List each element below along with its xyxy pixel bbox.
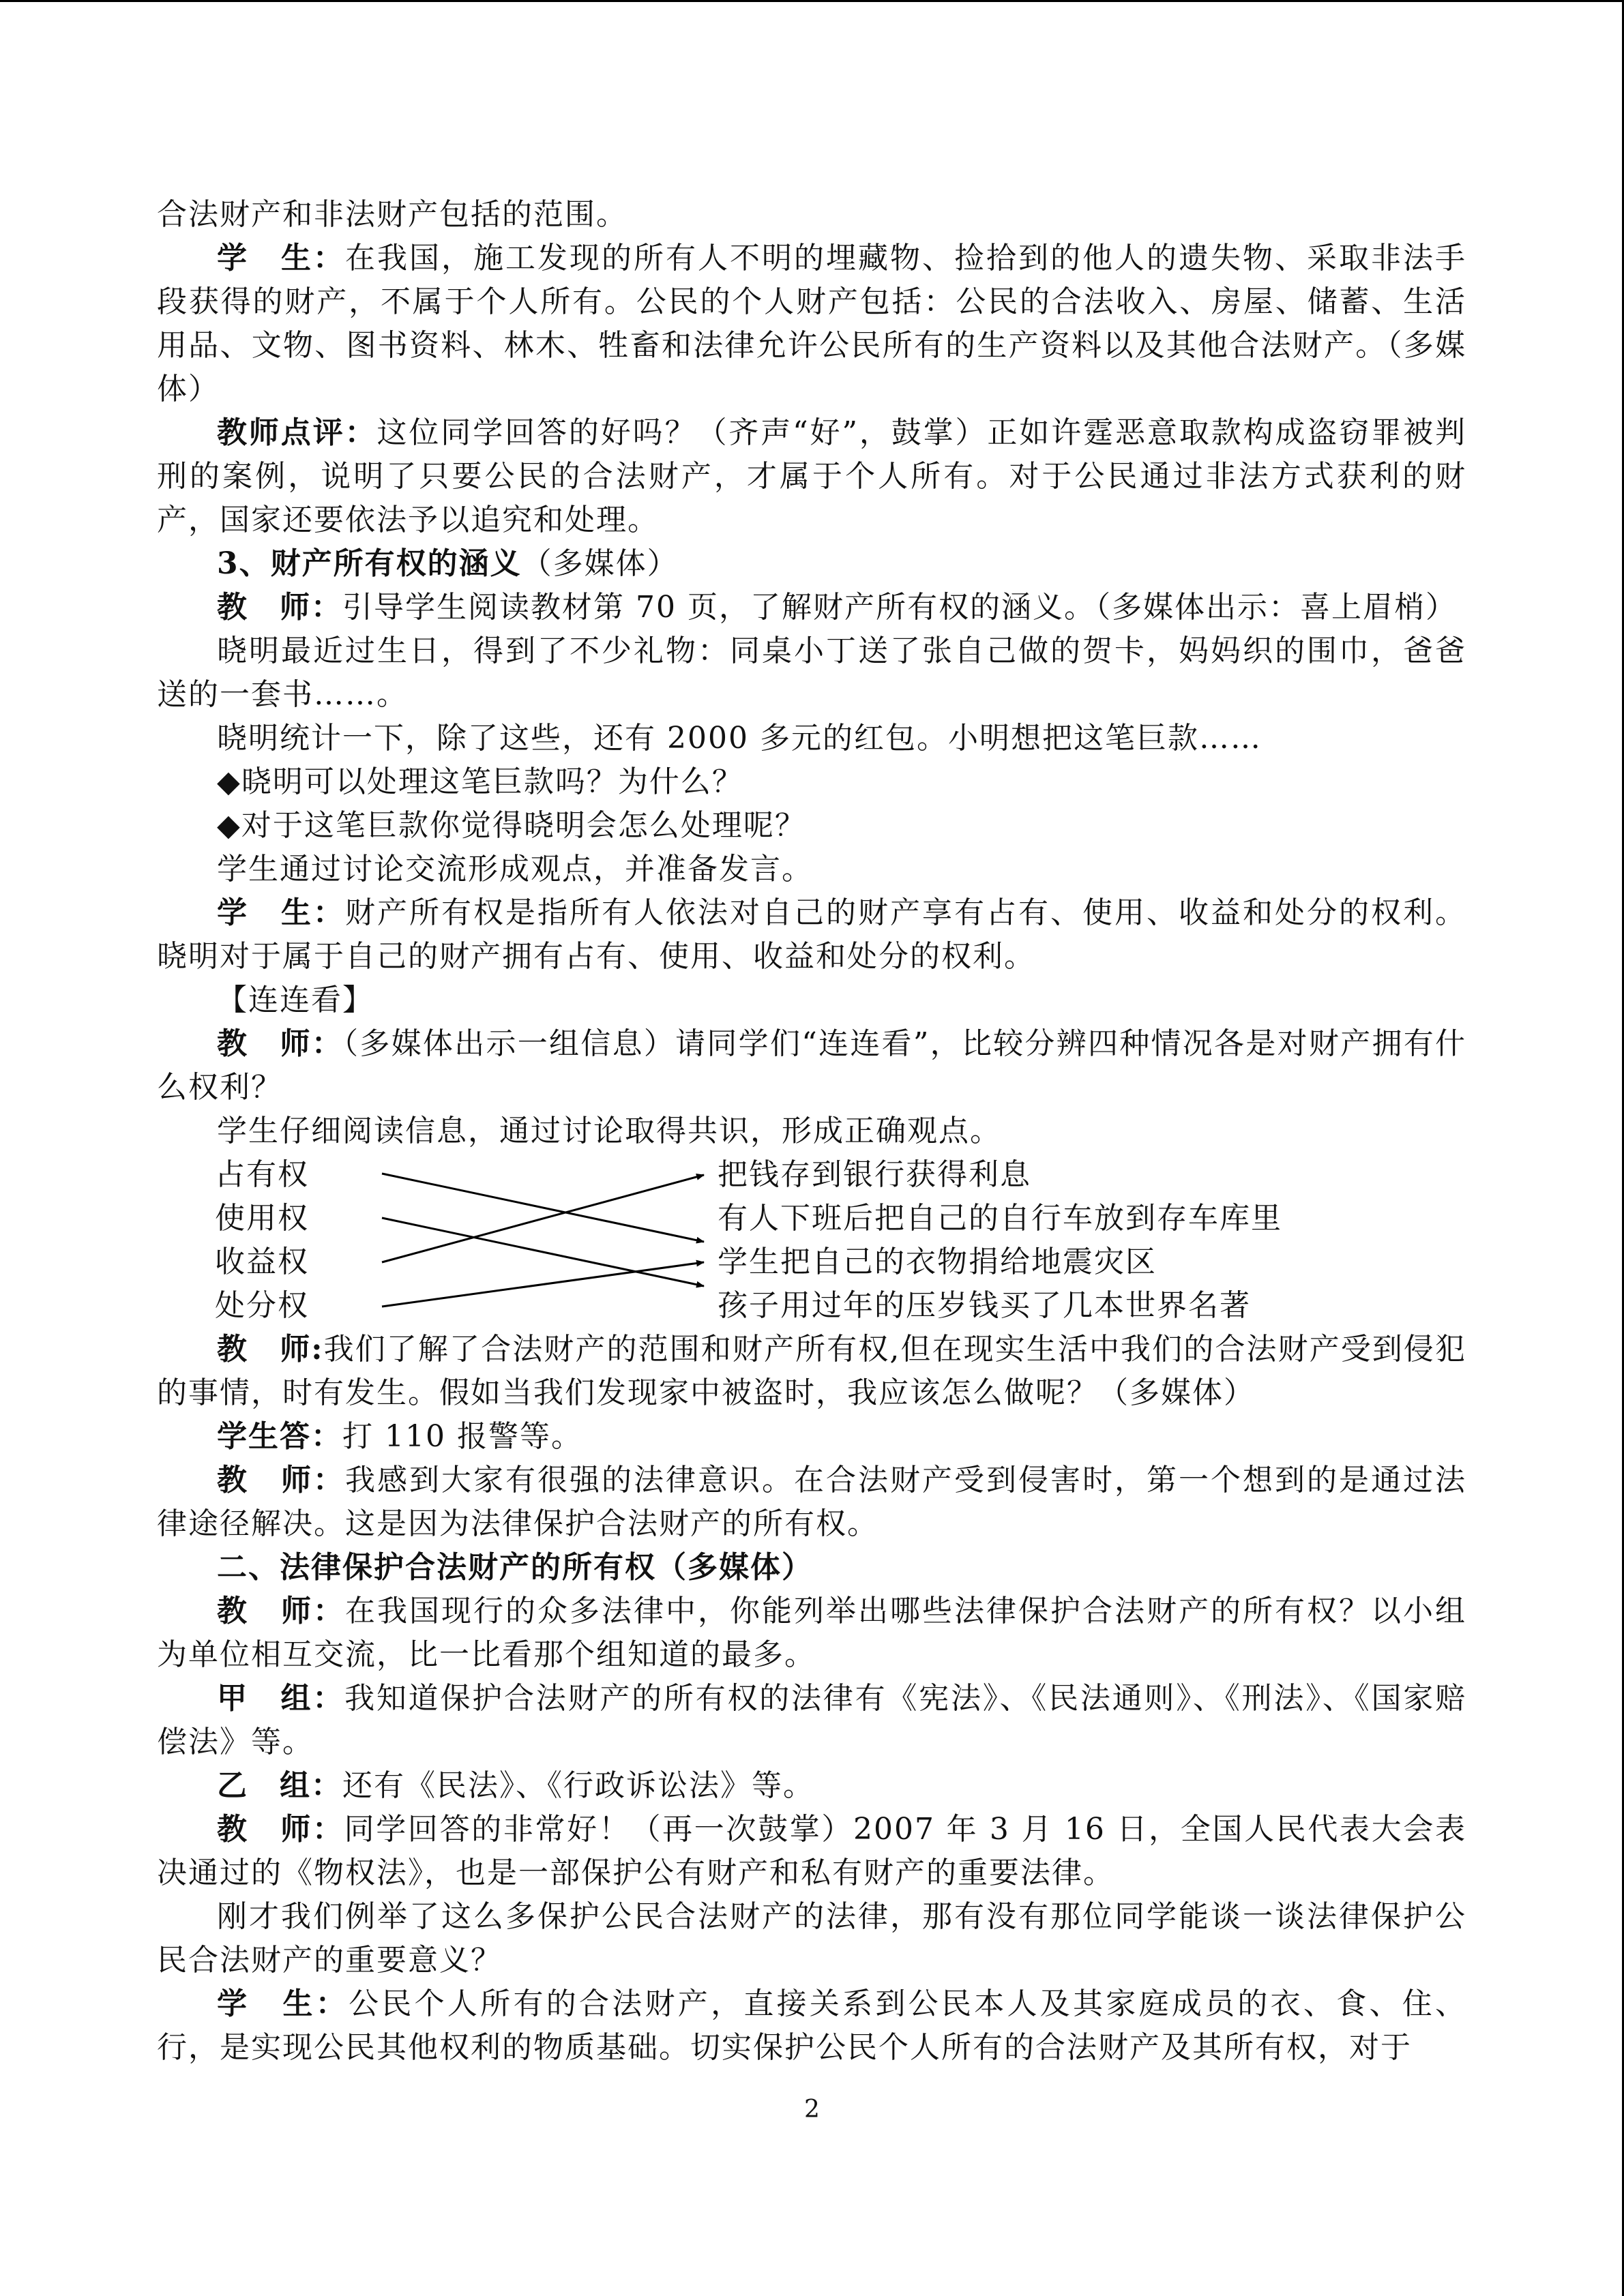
paragraph [157,1590,1466,1677]
speaker-label: 教 师： [217,1594,345,1628]
paragraph-text: 我知道保护合法财产的所有权的法律有《宪法》、《民法通则》、《刑法》、《国家赔偿法》等。 [157,1681,1466,1759]
paragraph [157,411,1466,542]
paragraph-text: 公民个人所有的合法财产，直接关系到公民本人及其家庭成员的衣、食、住、行，是实现公民其他权利的物质基础。切实保护公民个人所有的合法财产及其所有权，对于 [157,1986,1467,2065]
speaker-label: 乙 组： [217,1768,342,1803]
speaker-label: 甲 组： [217,1681,345,1716]
speaker-label: 学 生： [217,895,345,930]
speaker-label: 教 师： [217,1463,345,1497]
paragraph [157,1895,1466,1982]
paragraph [157,629,1466,717]
paragraph [157,760,1466,804]
paragraph-text: （多媒体出示一组信息）请同学们“连连看”，比较分辨四种情况各是对财产拥有什么权利？ [157,1026,1466,1105]
speaker-label: 教师点评： [217,415,377,450]
paragraph-text: （多媒体） [521,546,679,581]
paragraph [157,586,1466,629]
speaker-label: 教 师： [217,590,342,625]
paragraph [157,717,1466,760]
paragraph [157,1764,1466,1808]
paragraph-text: 学生仔细阅读信息，通过讨论取得共识，形成正确观点。 [217,1114,1001,1148]
paragraph-text: 我感到大家有很强的法律意识。在合法财产受到侵害时，第一个想到的是通过法律途径解决。这是因为法律保护合法财产的所有权。 [157,1463,1466,1541]
paragraph-text: 财产所有权是指所有人依法对自己的财产享有占有、使用、收益和处分的权利。晓明对于属于自己的财产拥有占有、使用、收益和处分的权利。 [157,895,1466,974]
paragraph [157,193,1466,237]
paragraph [157,1415,1466,1459]
paragraph-text: 我们了解了合法财产的范围和财产所有权,但在现实生活中我们的合法财产受到侵犯的事情，时有发生。假如当我们发现家中被盗时，我应该怎么做呢？（多媒体） [157,1332,1466,1410]
paragraph [157,1982,1466,2070]
matching-exercise [157,1153,1466,1328]
situations-column [718,1153,1282,1328]
line-occupy-to-donate [382,1174,704,1242]
paragraph [157,804,1466,848]
paragraph-text: 打 110 报警等。 [342,1419,582,1454]
paragraph-text: 【连连看】 [217,983,374,1017]
line-use-to-books [382,1218,704,1286]
speaker-label: 3、财产所有权的涵义 [217,546,522,581]
paragraph-text: 学生通过讨论交流形成观点，并准备发言。 [217,852,813,886]
right-income: 收益权 [215,1244,309,1279]
page-number: 2 [804,2096,820,2123]
page-content [157,193,1466,2070]
paragraph-text: 在我国现行的众多法律中，你能列举出哪些法律保护合法财产的所有权？以小组为单位相互交流，比一比看那个组知道的最多。 [157,1594,1466,1672]
speaker-label: 学生答： [217,1419,342,1454]
paragraph-text: 合法财产和非法财产包括的范围。 [157,197,628,232]
line-income-to-bank [382,1175,704,1262]
paragraph [157,1677,1466,1764]
paragraph-text: 在我国，施工发现的所有人不明的埋藏物、捡拾到的他人的遗失物、采取非法手段获得的财产，不属于个人所有。公民的个人财产包括：公民的合法收入、房屋、储蓄、生活用品、文物、图书资料、林木、牲畜和法律允许公民所有的生产资料以及其他合法财产。（多媒体） [157,241,1466,406]
paragraph-text: 引导学生阅读教材第 70 页，了解财产所有权的涵义。（多媒体出示：喜上眉梢） [342,590,1457,625]
paragraph-text: 同学回答的非常好！（再一次鼓掌）2007 年 3 月 16 日，全国人民代表大会表决通过的《物权法》，也是一部保护公有财产和私有财产的重要法律。 [157,1812,1467,1890]
paragraph-text: 刚才我们例举了这么多保护公民合法财产的法律，那有没有那位同学能谈一谈法律保护公民合法财产的重要意义？ [157,1899,1466,1978]
paragraph [157,1328,1466,1415]
speaker-label: 教 师： [217,1812,344,1847]
situation-books: 孩子用过年的压岁钱买了几本世界名著 [718,1288,1251,1323]
paragraph [157,1808,1466,1895]
paragraph [157,979,1466,1022]
rights-column [215,1153,309,1328]
speaker-label: 二、法律保护合法财产的所有权（多媒体） [217,1550,813,1585]
paragraph [157,848,1466,891]
paragraph [157,1022,1466,1109]
paragraph-group-1 [157,193,1466,1153]
paragraph-text: 还有《民法》、《行政诉讼法》等。 [342,1768,814,1803]
right-occupy: 占有权 [215,1157,309,1192]
line-dispose-to-bike [382,1262,704,1307]
right-use: 使用权 [215,1201,309,1236]
situation-donate: 学生把自己的衣物捐给地震灾区 [718,1244,1157,1279]
paragraph-group-2 [157,1328,1466,2070]
paragraph-text: 晓明最近过生日，得到了不少礼物：同桌小丁送了张自己做的贺卡，妈妈织的围巾，爸爸送的一套书……。 [157,633,1466,712]
paragraph [157,542,1466,586]
situation-bike: 有人下班后把自己的自行车放到存车库里 [718,1201,1282,1236]
situation-bank: 把钱存到银行获得利息 [718,1157,1031,1192]
paragraph [157,1109,1466,1153]
paragraph-text: ◆对于这笔巨款你觉得晓明会怎么处理呢？ [217,808,806,843]
right-dispose: 处分权 [215,1288,309,1323]
paragraph-text: 这位同学回答的好吗？（齐声“好”，鼓掌）正如许霆恶意取款构成盗窃罪被判刑的案例，说明了只要公民的合法财产，才属于个人所有。对于公民通过非法方式获利的财产，国家还要依法予以追究和处理。 [157,415,1466,537]
speaker-label: 学 生： [217,241,345,275]
paragraph [157,1546,1466,1590]
paragraph [157,237,1466,411]
paragraph-text: 晓明统计一下，除了这些，还有 2000 多元的红包。小明想把这笔巨款…… [217,721,1262,756]
speaker-label: 教 师: [217,1332,324,1367]
speaker-label: 学 生： [217,1986,349,2021]
speaker-label: 教 师： [217,1026,344,1061]
paragraph [157,891,1466,979]
paragraph-text: ◆晓明可以处理这笔巨款吗？为什么？ [217,764,743,799]
paragraph [157,1459,1466,1546]
